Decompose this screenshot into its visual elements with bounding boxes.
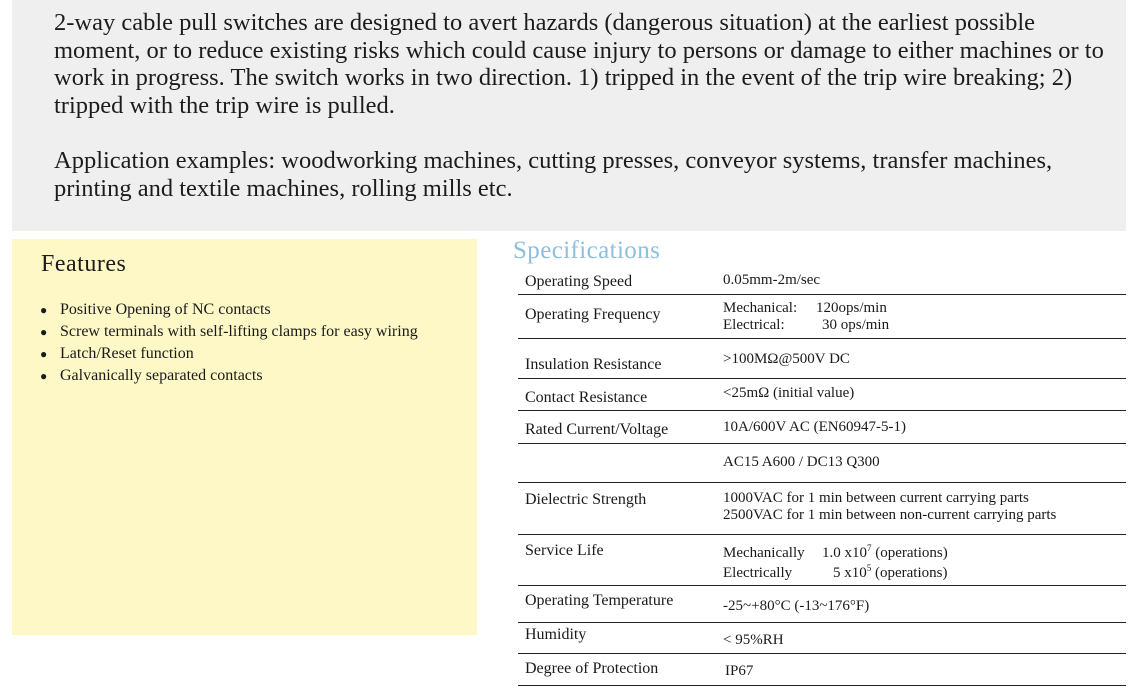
spec-label: Operating Frequency [525, 306, 661, 323]
spec-value-line [723, 545, 948, 565]
spec-value-line: <25mΩ (initial value) [723, 385, 855, 401]
spec-value-part: Electrically [723, 565, 793, 581]
intro-applications: Application examples: woodworking machines, cutting presses, conveyor systems, transfer machines, printing and textile machines, rolling mills etc. [54, 147, 1053, 202]
spec-value [723, 419, 906, 436]
spec-value [723, 490, 1056, 524]
spec-value [723, 351, 850, 368]
bullet-icon: ● [40, 369, 48, 383]
spec-value [723, 300, 889, 334]
spec-value-part: 5 x10 [833, 565, 867, 581]
spec-value-part: (operations) [871, 565, 948, 581]
spec-value-line: < 95%RH [723, 632, 784, 648]
spec-value-line: AC15 A600 / DC13 Q300 [723, 454, 880, 470]
spec-value-line [723, 300, 889, 317]
spec-label: Service Life [525, 542, 604, 559]
spec-row-dielectric-strength [518, 484, 1126, 535]
spec-value [725, 663, 753, 680]
bullet-icon: ● [40, 303, 48, 317]
bullet-icon: ● [40, 325, 48, 339]
spec-row-operating-temperature [518, 587, 1126, 623]
spec-row-insulation-resistance [518, 340, 1126, 379]
spec-value-part: Electrical: [723, 317, 785, 333]
features-panel [12, 239, 477, 635]
feature-item [40, 343, 418, 365]
feature-text: Positive Opening of NC contacts [60, 301, 271, 318]
intro-description: 2-way cable pull switches are designed to avert hazards (dangerous situation) at the earliest possible moment, or to reduce existing risks which could cause injury to persons or damage to either machines or to work in progress. The switch works in two direction. 1) tripped in the event of the trip wire breaking; 2) tripped with the trip wire is pulled. [54, 9, 1104, 119]
spec-row-operating-speed [518, 266, 1126, 295]
spec-value [723, 272, 820, 289]
spec-row-humidity [518, 624, 1126, 654]
spec-value-exponent: 5 [866, 563, 872, 573]
spec-label: Operating Speed [525, 273, 633, 290]
spec-value-line: 1000VAC for 1 min between current carrying parts [723, 490, 1029, 506]
spec-value-part: 120ops/min [816, 300, 887, 316]
spec-row-service-life [518, 536, 1126, 586]
spec-value-part: (operations) [871, 545, 948, 561]
spec-row-rated-current-voltage [518, 412, 1126, 444]
spec-label: Degree of Protection [525, 660, 659, 677]
spec-value [723, 632, 784, 649]
bullet-icon: ● [40, 347, 48, 361]
spec-value-line [723, 317, 889, 334]
spec-label: Dielectric Strength [525, 491, 647, 508]
feature-item [40, 365, 418, 387]
features-list [40, 299, 418, 387]
spec-value-part: Mechanical: [723, 300, 798, 316]
intro-panel [12, 0, 1126, 231]
spec-label: Insulation Resistance [525, 356, 662, 373]
feature-text: Screw terminals with self-lifting clamps for easy wiring [60, 323, 418, 340]
spec-value-part: Mechanically [723, 545, 805, 561]
specifications-title: Specifications [513, 237, 661, 264]
spec-value-line: >100MΩ@500V DC [723, 351, 850, 367]
feature-item [40, 321, 418, 343]
spec-value [723, 545, 948, 582]
spec-value-line: 10A/600V AC (EN60947-5-1) [723, 419, 907, 435]
spec-row-rated-current-voltage-cont [518, 445, 1126, 483]
spec-label: Contact Resistance [525, 389, 648, 406]
spec-label: Operating Temperature [525, 592, 674, 609]
feature-item [40, 299, 418, 321]
spec-row-operating-frequency [518, 296, 1126, 339]
feature-text: Latch/Reset function [60, 345, 194, 362]
spec-value-part: 30 ops/min [822, 317, 890, 333]
spec-value-exponent: 7 [867, 543, 872, 553]
features-title: Features [41, 251, 127, 277]
spec-value-line: 2500VAC for 1 min between non-current carrying parts [723, 507, 1057, 523]
spec-value-part: 1.0 x10 [822, 545, 867, 561]
spec-label: Rated Current/Voltage [525, 421, 669, 438]
spec-value-line: 0.05mm-2m/sec [723, 272, 821, 288]
spec-value [723, 598, 869, 615]
spec-label: Humidity [525, 626, 587, 643]
spec-row-contact-resistance [518, 380, 1126, 411]
spec-value-line: -25~+80°C (-13~176°F) [723, 598, 870, 614]
feature-text: Galvanically separated contacts [60, 367, 263, 384]
spec-value [723, 385, 854, 402]
spec-value-line [723, 565, 948, 582]
spec-value-line: IP67 [725, 663, 754, 679]
spec-value [723, 454, 880, 471]
spec-row-degree-of-protection [518, 655, 1126, 686]
